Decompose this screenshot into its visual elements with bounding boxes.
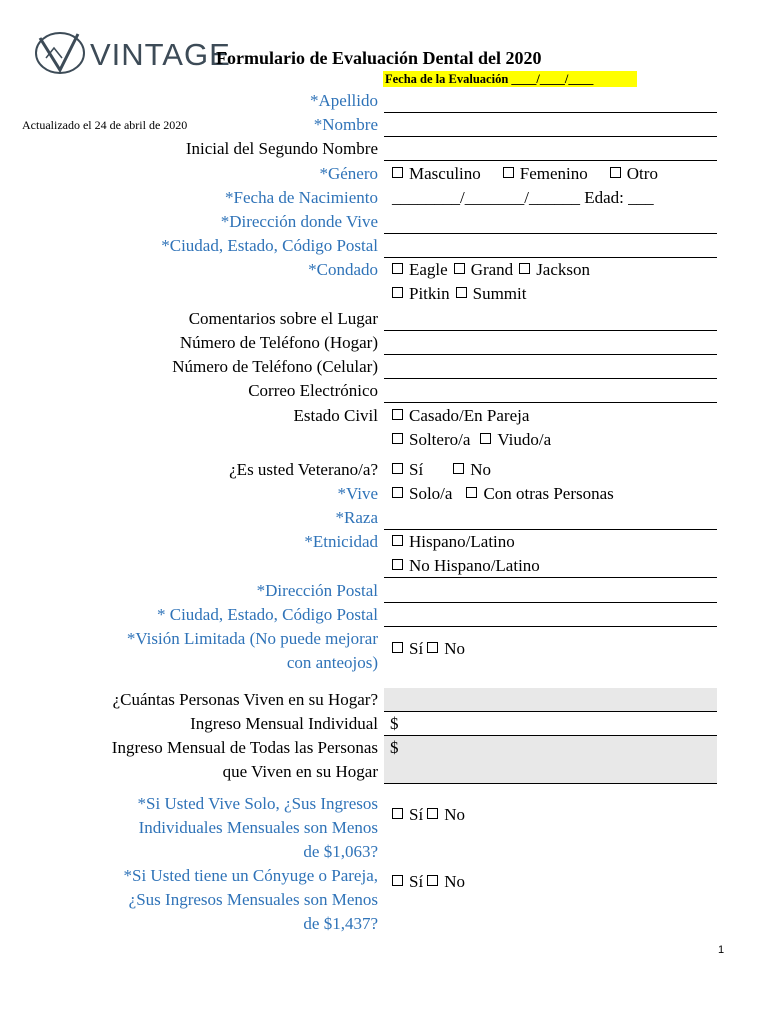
checkbox-icon [392, 535, 403, 546]
label-vision: *Visión Limitada (No puede mejorar con anteojos) [126, 629, 378, 672]
label-nombre: *Nombre [313, 115, 378, 134]
ciudad-postal-input[interactable] [384, 603, 717, 627]
label-estado-civil: Estado Civil [293, 406, 378, 425]
row-ingreso-ind [0, 712, 770, 736]
row-veterano [0, 458, 770, 482]
label-personas: ¿Cuántas Personas Viven en su Hogar? [112, 690, 378, 709]
row-conyuge [0, 870, 770, 894]
nombre-input[interactable] [384, 113, 717, 137]
label-nacimiento: *Fecha de Nacimiento [225, 188, 378, 207]
condado-options [384, 258, 717, 282]
label-conyuge: *Si Usted tiene un Cónyuge o Pareja, ¿Sus Ingresos Mensuales son Menos de $1,437? [123, 866, 378, 933]
label-inicial: Inicial del Segundo Nombre [185, 139, 378, 158]
label-tel-celular: Número de Teléfono (Celular) [172, 357, 378, 376]
row-vive [0, 482, 770, 506]
checkbox-icon [503, 167, 514, 178]
label-direccion: *Dirección donde Vive [220, 212, 378, 231]
label-raza: *Raza [335, 508, 378, 527]
etnicidad-option[interactable]: Hispano/Latino [392, 530, 515, 554]
checkbox-icon [456, 287, 467, 298]
label-tel-hogar: Número de Teléfono (Hogar) [179, 333, 378, 352]
correo-input[interactable] [384, 379, 717, 403]
checkbox-icon [392, 463, 403, 474]
estado-civil-options [384, 404, 717, 428]
row-personas [0, 688, 770, 712]
checkbox-icon [392, 642, 403, 653]
checkbox-icon [392, 433, 403, 444]
nacimiento-input[interactable]: ________/_______/______ Edad: ___ [392, 188, 654, 207]
row-dir-postal [0, 579, 770, 603]
row-direccion [0, 210, 770, 234]
estado-civil-option[interactable]: Viudo/a [480, 428, 551, 452]
genero-options [384, 162, 717, 186]
row-apellido [0, 89, 770, 113]
vision-options [384, 637, 717, 661]
row-raza [0, 506, 770, 530]
checkbox-icon [519, 263, 530, 274]
checkbox-icon [392, 167, 403, 178]
genero-option[interactable]: Femenino [503, 162, 588, 186]
raza-input[interactable] [384, 506, 717, 530]
estado-civil-option[interactable]: Casado/En Pareja [392, 404, 529, 428]
estado-civil-option[interactable]: Soltero/a [392, 428, 470, 452]
etnicidad-options [384, 530, 717, 554]
row-condado-2 [0, 282, 770, 306]
label-ingreso-ind: Ingreso Mensual Individual [190, 714, 378, 733]
label-vive: *Vive [337, 484, 378, 503]
condado-options-2 [384, 282, 717, 306]
condado-option[interactable]: Pitkin [392, 282, 450, 306]
etnicidad-option[interactable]: No Hispano/Latino [392, 554, 540, 578]
tel-celular-input[interactable] [384, 355, 717, 379]
label-dir-postal: *Dirección Postal [256, 581, 378, 600]
row-etnicidad [0, 530, 770, 554]
ciudad-input[interactable] [384, 234, 717, 258]
page-number: 1 [718, 944, 725, 956]
comentarios-input[interactable] [384, 307, 717, 331]
checkbox-icon [480, 433, 491, 444]
checkbox-icon [454, 263, 465, 274]
row-estado-civil-2 [0, 428, 770, 452]
ingreso-todas-input[interactable]: $ [384, 736, 717, 784]
tel-hogar-input[interactable] [384, 331, 717, 355]
checkbox-icon [392, 875, 403, 886]
row-condado [0, 258, 770, 282]
row-tel-celular [0, 355, 770, 379]
inicial-input[interactable] [384, 137, 717, 161]
label-apellido: *Apellido [310, 91, 378, 110]
checkbox-icon [392, 287, 403, 298]
vintage-logo [34, 30, 231, 76]
label-ingreso-todas: Ingreso Mensual de Todas las Personas que Viven en su Hogar [111, 738, 378, 781]
estado-civil-options-2 [384, 428, 717, 452]
label-solo: *Si Usted Vive Solo, ¿Sus Ingresos Individuales Mensuales son Menos de $1,063? [137, 794, 378, 861]
condado-option[interactable]: Summit [456, 282, 527, 306]
row-estado-civil [0, 404, 770, 428]
checkbox-icon [392, 559, 403, 570]
vive-option[interactable]: Solo/a [392, 482, 452, 506]
logo-mark-icon [34, 30, 94, 76]
direccion-input[interactable] [384, 210, 717, 234]
checkbox-icon [427, 875, 438, 886]
row-solo [0, 803, 770, 827]
vive-options [384, 482, 717, 506]
row-nacimiento [0, 186, 770, 210]
checkbox-icon [466, 487, 477, 498]
row-tel-hogar [0, 331, 770, 355]
label-etnicidad: *Etnicidad [304, 532, 378, 551]
checkbox-icon [453, 463, 464, 474]
veterano-option[interactable]: No [453, 458, 491, 482]
checkbox-icon [427, 642, 438, 653]
genero-option[interactable]: Masculino [392, 162, 481, 186]
row-inicial [0, 137, 770, 161]
solo-option[interactable]: Sí [392, 803, 423, 827]
label-correo: Correo Electrónico [248, 381, 378, 400]
checkbox-icon [392, 487, 403, 498]
label-ciudad: *Ciudad, Estado, Código Postal [161, 236, 378, 255]
row-ciudad-postal [0, 603, 770, 627]
evaluation-date-field[interactable]: Fecha de la Evaluación ____/____/____ [383, 71, 637, 87]
etnicidad-options-2 [384, 554, 717, 578]
updated-note: Actualizado el 24 de abril de 2020 [22, 118, 188, 132]
checkbox-icon [392, 263, 403, 274]
dir-postal-input[interactable] [384, 579, 717, 603]
veterano-options [384, 458, 717, 482]
checkbox-icon [610, 167, 621, 178]
page-title: Formulario de Evaluación Dental del 2020 [216, 48, 542, 68]
vive-option[interactable]: Con otras Personas [466, 482, 613, 506]
label-comentarios: Comentarios sobre el Lugar [188, 309, 378, 328]
checkbox-icon [427, 808, 438, 819]
apellido-input[interactable] [384, 89, 717, 113]
vision-option[interactable]: Sí [392, 637, 423, 661]
label-genero: *Género [319, 164, 378, 183]
row-ciudad [0, 234, 770, 258]
veterano-option[interactable]: Sí [392, 458, 423, 482]
conyuge-options [384, 870, 717, 894]
conyuge-option[interactable]: No [427, 870, 465, 894]
condado-option[interactable]: Eagle [392, 258, 448, 282]
label-ciudad-postal: * Ciudad, Estado, Código Postal [157, 605, 378, 624]
conyuge-option[interactable]: Sí [392, 870, 423, 894]
row-genero [0, 162, 770, 186]
row-nombre [0, 113, 770, 137]
solo-options [384, 803, 717, 827]
personas-input[interactable] [384, 688, 717, 712]
solo-option[interactable]: No [427, 803, 465, 827]
genero-option[interactable]: Otro [610, 162, 658, 186]
row-vision [0, 637, 770, 661]
ingreso-ind-input[interactable]: $ [384, 712, 717, 736]
row-correo [0, 379, 770, 403]
logo-text: VINTAGE [90, 37, 231, 72]
row-etnicidad-2 [0, 554, 770, 578]
checkbox-icon [392, 808, 403, 819]
vision-option[interactable]: No [427, 637, 465, 661]
row-comentarios [0, 307, 770, 331]
label-veterano: ¿Es usted Veterano/a? [229, 460, 378, 479]
condado-option[interactable]: Jackson [519, 258, 590, 282]
label-condado: *Condado [308, 260, 378, 279]
checkbox-icon [392, 409, 403, 420]
condado-option[interactable]: Grand [454, 258, 513, 282]
